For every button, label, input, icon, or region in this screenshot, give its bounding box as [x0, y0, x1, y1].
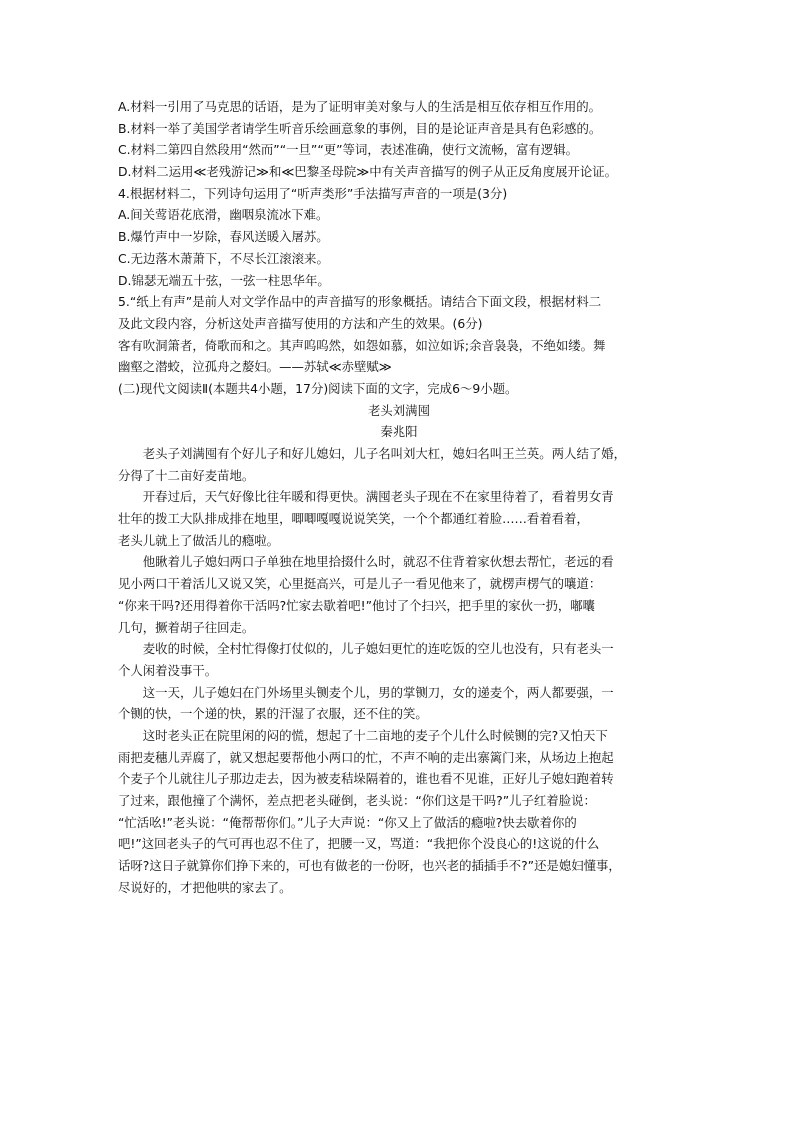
story-line: 分得了十二亩好麦苗地。: [118, 467, 255, 483]
story-paragraph-2: [118, 486, 680, 551]
q3-option-b: B.材料一举了美国学者请学生听音乐绘画意象的事例，目的是论证声音是具有色彩感的。: [118, 120, 602, 136]
story-line: “忙活吆!”老头说：“俺帮帮你们。”儿子大声说：“你又上了做活的瘾啦?快去歇着你的: [118, 814, 577, 830]
story-line: 老头儿就上了做活儿的瘾啦。: [118, 532, 280, 548]
q5-stem-line-1: 5.“纸上有声”是前人对文学作品中的声音描写的形象概括。请结合下面文段，根据材料二: [118, 294, 602, 310]
q3-option-c: C.材料二第四自然段用“然而”“一旦”“更”等词，表述准确，使行文流畅，富有逻辑。: [118, 142, 578, 158]
story-line: 开春过后，天气好像比往年暖和得更快。满囤老头子现在不在家里待着了，看着男女青: [142, 489, 614, 505]
story-line: 这一天，儿子媳妇在门外场里头铡麦个儿，男的掌铡刀，女的递麦个，两人都要强，一: [142, 684, 614, 700]
story-line: 话呀?这日子就算你们挣下来的，可也有做老的一份呀，也兴老的插插手不?”还是媳妇懂事，: [118, 858, 621, 874]
q3-option-a: A.材料一引用了马克思的话语，是为了证明审美对象与人的生活是相互依存相互作用的。: [118, 99, 602, 114]
q5-quote-line-1: 客有吹洞箫者，倚歌而和之。其声呜呜然，如怨如慕，如泣如诉;余音袅袅，不绝如缕。舞: [118, 337, 606, 353]
story-paragraph-6: [118, 725, 680, 899]
story-paragraph-3: [118, 551, 680, 638]
story-paragraph-5: [118, 682, 680, 725]
q4-option-d: D.锦瑟无端五十弦，一弦一柱思华年。: [118, 272, 330, 288]
story-line: 个人闲着没事干。: [118, 662, 218, 678]
story-line: 麦收的时候，全村忙得像打仗似的，儿子媳妇更忙的连吃饭的空儿也没有，只有老头一: [142, 641, 614, 657]
story-line: 了过来，跟他撞了个满怀，差点把老头碰倒，老头说：“你们这是干吗?”儿子红着脸说：: [118, 793, 596, 808]
q5-stem-line-2: 及此文段内容，分析这处声音描写使用的方法和产生的效果。(6分): [118, 315, 483, 331]
story-line: 他瞅着儿子媳妇两口子单独在地里拾掇什么时，就忍不住背着家伙想去帮忙，老远的看: [142, 554, 614, 570]
story-line: 个铡的快，一个递的快，累的汗湿了衣服，还不住的笑。: [118, 706, 428, 722]
story-paragraph-1: [118, 443, 680, 486]
q4-option-c: C.无边落木萧萧下，不尽长江滚滚来。: [118, 250, 329, 266]
q3-option-d: D.材料二运用≪老残游记≫和≪巴黎圣母院≫中有关声音描写的例子从正反角度展开论证。: [118, 164, 618, 180]
story-title: 老头刘满囤: [368, 402, 430, 418]
story-line: 尽说好的，才把他哄的家去了。: [118, 879, 292, 895]
story-author: 秦兆阳: [380, 424, 418, 440]
story-line: 雨把麦穗儿弄腐了，就又想起要帮他小两口的忙，不声不响的走出寨篱门来，从场边上抱起: [118, 749, 614, 765]
story-line: 见小两口干着活儿又说又笑，心里挺高兴，可是儿子一看见他来了，就楞声楞气的嚷道：: [118, 576, 602, 592]
section-2-heading: (二)现代文阅读Ⅱ(本题共4小题，17分)阅读下面的文字，完成6～9小题。: [118, 380, 518, 396]
q4-option-a: A.间关莺语花底滑，幽咽泉流冰下难。: [118, 207, 329, 223]
exam-page: [118, 96, 680, 898]
story-line: “你来干吗?还用得着你干活吗?忙家去歇着吧!”他讨了个扫兴，把手里的家伙一扔，嘟囔: [118, 597, 596, 613]
story-line: 这时老头正在院里闲的闷的慌，想起了十二亩地的麦子个儿什么时候铡的完?又怕天下: [142, 727, 608, 743]
q4-stem: 4.根据材料二，下列诗句运用了“听声类形”手法描写声音的一项是(3分): [118, 185, 508, 201]
story-line: 个麦子个儿就往儿子那边走去，因为被麦秸垛隔着的，谁也看不见谁，正好儿子媳妇跑着转: [118, 771, 614, 787]
story-line: 壮年的拨工大队排成排在地里，唧唧嘎嘎说说笑笑，一个个都通红着脸……看着看着，: [118, 511, 589, 527]
story-line: 老头子刘满囤有个好儿子和好儿媳妇，儿子名叫刘大杠，媳妇名叫王兰英。两人结了婚，: [142, 446, 627, 461]
story-line: 吧!”这回老头子的气可再也忍不住了，把腰一叉，骂道：“我把你个没良心的!这说的什么: [118, 836, 600, 852]
story-line: 几句，撅着胡子往回走。: [118, 619, 255, 635]
q5-quote-line-2: 幽壑之潜蛟，泣孤舟之嫠妇。——苏轼≪赤壁赋≫: [118, 359, 392, 375]
q4-option-b: B.爆竹声中一岁除，春风送暖入屠苏。: [118, 229, 329, 245]
story-paragraph-4: [118, 638, 680, 681]
